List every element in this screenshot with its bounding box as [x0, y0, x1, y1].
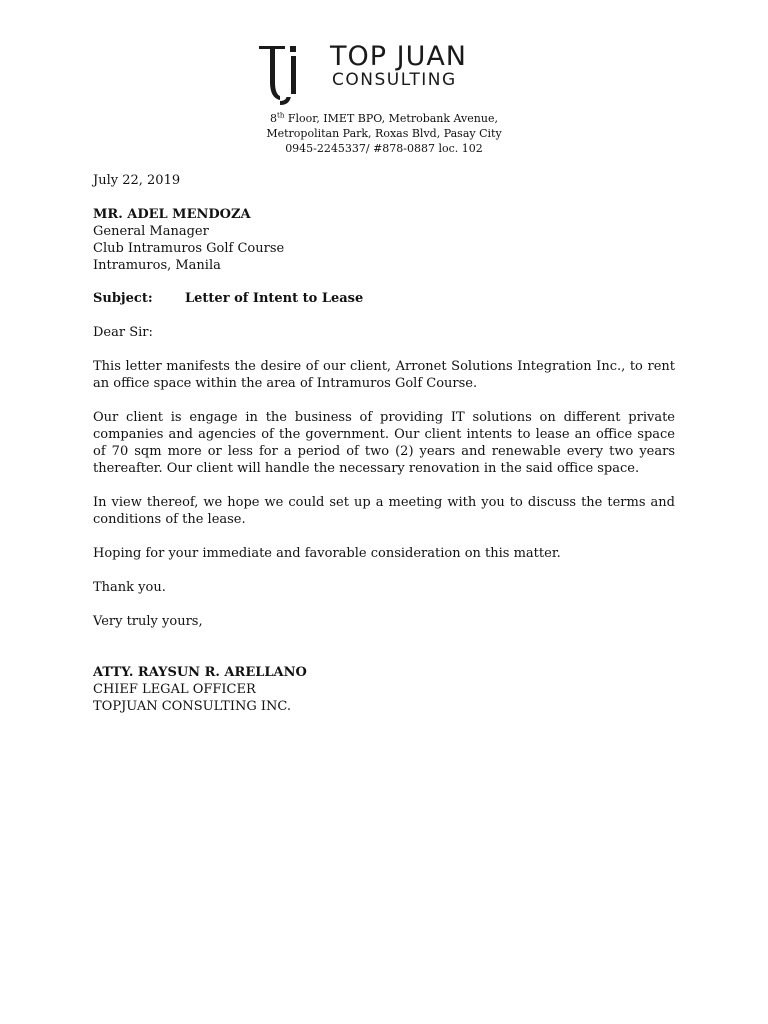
letterhead — [252, 40, 522, 110]
company-name-line1: TOP JUAN — [330, 41, 468, 72]
address-line-2: Metropolitan Park, Roxas Blvd, Pasay City — [266, 127, 502, 140]
subject-text: Letter of Intent to Lease — [185, 291, 364, 306]
address-line-1: 8th Floor, IMET BPO, Metrobank Avenue, — [270, 111, 498, 125]
recipient-block — [93, 206, 675, 274]
body-paragraph: In view thereof, we hope we could set up a meeting with you to discuss the terms and conditions of the lease. — [93, 495, 675, 527]
letter-body — [93, 172, 675, 715]
letter-date: July 22, 2019 — [93, 173, 181, 188]
complimentary-close: Very truly yours, — [93, 614, 203, 629]
subject-label: Subject: — [93, 291, 153, 306]
company-logo — [256, 42, 322, 108]
body-paragraph: Our client is engage in the business of providing IT solutions on different private companies and agencies of the government. Our client intents to lease an office space of 70 sqm more or less for a period of two (2) years and renewable every two years thereafter. Our client will handle the necessary renovation in the said office space. — [93, 410, 675, 476]
signatory-company: TOPJUAN CONSULTING INC. — [93, 699, 291, 714]
recipient-title: General Manager — [93, 224, 209, 239]
body-paragraph: This letter manifests the desire of our client, Arronet Solutions Integration Inc., to rent an office space within the area of Intramuros Golf Course. — [93, 359, 675, 391]
company-name-line2: CONSULTING — [332, 70, 457, 90]
signatory-name: ATTY. RAYSUN R. ARELLANO — [93, 665, 307, 680]
signatory-position: CHIEF LEGAL OFFICER — [93, 682, 256, 697]
address-contact-line: 0945-2245337/ #878-0887 loc. 102 — [285, 142, 483, 155]
recipient-name: MR. ADEL MENDOZA — [93, 207, 251, 222]
salutation: Dear Sir: — [93, 325, 153, 340]
body-paragraph: Hoping for your immediate and favorable consideration on this matter. — [93, 546, 561, 561]
recipient-organization: Club Intramuros Golf Course — [93, 241, 285, 256]
letterhead-address — [0, 111, 768, 156]
signature-block — [93, 664, 675, 715]
thank-you-line: Thank you. — [93, 580, 166, 595]
recipient-location: Intramuros, Manila — [93, 258, 221, 273]
subject-line — [93, 290, 675, 307]
